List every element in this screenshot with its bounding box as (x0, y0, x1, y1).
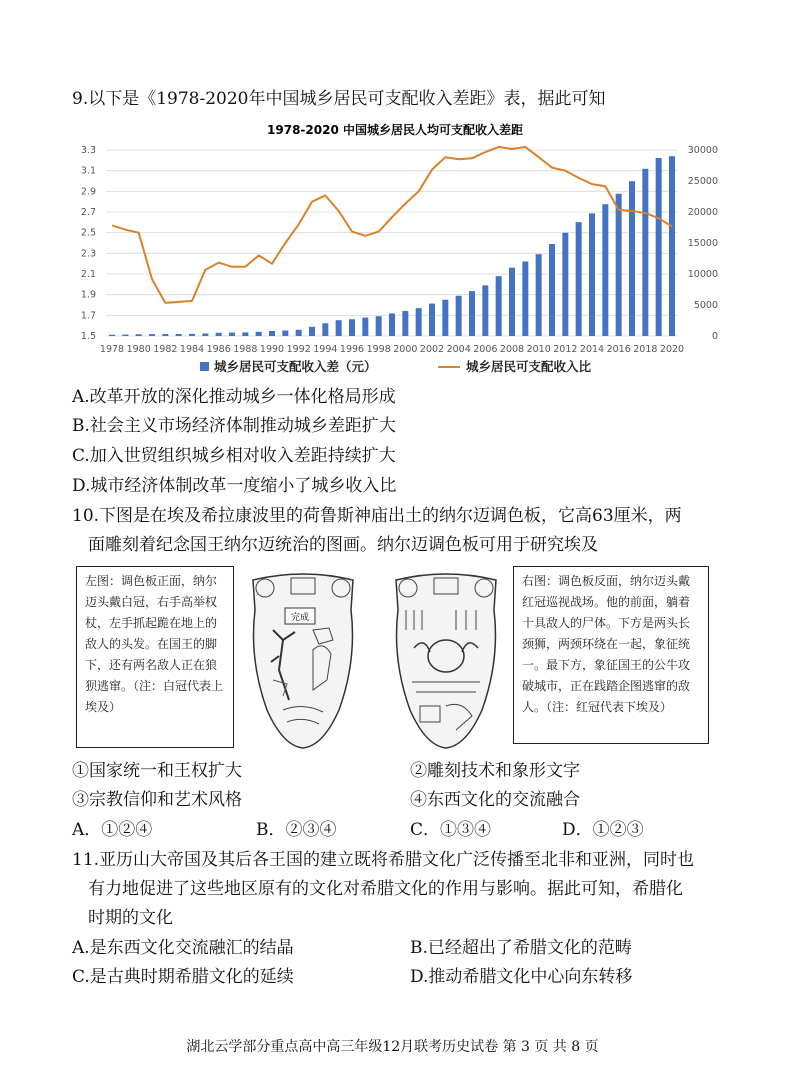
bar-mark (282, 331, 288, 336)
left-tick-label: 2.3 (80, 248, 96, 260)
q11-option-a: A.是东西文化交流融汇的结晶 (72, 938, 294, 958)
left-axis-ticks (81, 145, 96, 342)
x-tick-label: 2010 (526, 344, 551, 355)
left-tick-label: 3.3 (80, 145, 96, 156)
x-tick-label: 2008 (499, 344, 525, 355)
q11-stem-line3: 时期的文化 (88, 908, 173, 928)
q10-item-3: ③宗教信仰和艺术风格 (72, 790, 242, 810)
bar-mark (496, 276, 502, 336)
bar-mark (149, 334, 155, 336)
bar-mark (322, 323, 328, 336)
x-tick-label: 1980 (126, 344, 151, 355)
bar-mark (202, 334, 208, 336)
left-tick-label: 1.7 (80, 310, 96, 322)
left-tick-label: 2.1 (80, 269, 96, 280)
palette-front-drawing (243, 570, 363, 750)
right-tick-label: 0 (711, 331, 718, 342)
q9-stem: 9.以下是《1978-2020年中国城乡居民可支配收入差距》表，据此可知 (72, 89, 606, 109)
left-tick-label: 1.9 (80, 289, 96, 301)
q9-option-b: B.社会主义市场经济体制推动城乡差距扩大 (72, 416, 396, 436)
bar-mark (549, 244, 555, 336)
x-tick-label: 1996 (339, 344, 365, 355)
narmer-palette-back (386, 570, 506, 754)
x-tick-label: 2014 (579, 344, 605, 355)
q10-item-2: ②雕刻技术和象形文字 (410, 761, 580, 781)
bar-mark (442, 300, 448, 336)
x-tick-label: 2018 (633, 344, 658, 355)
q11-stem-line2: 有力地促进了这些地区原有的文化对希腊文化的作用与影响。据此可知，希腊化 (88, 879, 683, 899)
x-tick-label: 2006 (473, 344, 498, 355)
right-tick-label: 10000 (687, 269, 718, 280)
q9-option-c: C.加入世贸组织城乡相对收入差距持续扩大 (72, 446, 396, 466)
q11-option-d: D.推动希腊文化中心向东转移 (410, 967, 633, 987)
bar-mark (349, 319, 355, 336)
x-tick-label: 2004 (446, 344, 471, 355)
bar-mark (376, 316, 382, 336)
x-tick-label: 1990 (259, 344, 285, 355)
bar-mark (162, 334, 168, 336)
bar-mark (562, 233, 568, 336)
bar-mark (402, 311, 408, 336)
palette-label: 完成 (290, 613, 310, 623)
right-tick-label: 5000 (693, 300, 718, 311)
right-tick-label: 30000 (687, 145, 718, 156)
x-tick-label: 1992 (286, 344, 311, 355)
bar-mark (536, 254, 542, 336)
x-tick-label: 2002 (419, 344, 445, 355)
x-tick-label: 1988 (233, 344, 258, 355)
bar-mark (296, 330, 302, 336)
legend-line-label: 城乡居民可支配收入比 (466, 359, 592, 374)
left-tick-label: 2.5 (80, 227, 96, 239)
q10-option-d: D．①②③ (562, 820, 644, 840)
right-tick-label: 20000 (687, 207, 718, 218)
bar-mark (429, 304, 435, 336)
q11-option-c: C.是古典时期希腊文化的延续 (72, 967, 294, 987)
left-tick-label: 2.7 (80, 207, 96, 218)
right-caption-box: 右图：调色板反面，纳尔迈头戴红冠巡视战场。他的前面，躺着十具敌人的尸体。下方是两头长颈狮，两颈环绕在一起，象征统一。最下方，象征国王的公牛攻破城市，正在践踏企图逃窜的敌人。（注：红冠代表下埃及） (513, 566, 709, 744)
q9-option-a: A.改革开放的深化推动城乡一体化格局形成 (72, 387, 396, 407)
bar-mark (229, 333, 235, 336)
q9-option-d: D.城市经济体制改革一度缩小了城乡收入比 (72, 476, 397, 496)
bar-mark (509, 268, 515, 336)
x-tick-label: 2016 (606, 344, 631, 355)
bar-mark (602, 204, 608, 336)
q11-option-b: B.已经超出了希腊文化的范畴 (410, 938, 632, 958)
bar-mark (642, 169, 648, 336)
x-tick-label: 1978 (99, 344, 125, 355)
chart-title: 1978-2020 中国城乡居民人均可支配收入差距 (267, 123, 523, 137)
x-axis-ticks (100, 344, 684, 355)
bar-mark (416, 308, 422, 336)
bar-mark (189, 334, 195, 336)
bar-mark (629, 181, 635, 336)
q10-stem-line1: 10.下图是在埃及希拉康波里的荷鲁斯神庙出土的纳尔迈调色板，它高63厘米，两 (72, 506, 682, 526)
x-tick-label: 1984 (179, 344, 205, 355)
x-tick-label: 1998 (366, 344, 391, 355)
bar-mark (242, 332, 248, 336)
bar-mark (469, 291, 475, 336)
x-tick-label: 2000 (393, 344, 418, 355)
bar-mark (389, 313, 395, 336)
palette-back-drawing (386, 570, 506, 750)
bar-mark (482, 285, 488, 336)
legend-bar-label: 城乡居民可支配收入差（元） (214, 359, 377, 374)
q10-option-b: B．②③④ (256, 820, 337, 840)
legend-bar-swatch (200, 362, 209, 371)
left-tick-label: 1.5 (80, 331, 96, 342)
bar-mark (656, 158, 662, 336)
bar-mark (136, 334, 142, 336)
right-tick-label: 25000 (687, 176, 718, 187)
bar-mark (176, 334, 182, 336)
bar-mark (616, 194, 622, 336)
q10-item-1: ①国家统一和王权扩大 (72, 761, 242, 781)
q10-stem-line2: 面雕刻着纪念国王纳尔迈统治的图画。纳尔迈调色板可用于研究埃及 (88, 535, 598, 555)
x-tick-label: 1982 (153, 344, 178, 355)
x-tick-label: 2012 (553, 344, 578, 355)
bar-mark (122, 335, 128, 336)
income-gap-chart (70, 118, 720, 380)
narmer-palette-front (243, 570, 363, 754)
bar-mark (256, 332, 262, 336)
left-caption-box: 左图：调色板正面，纳尔迈头戴白冠，右手高举权杖，左手抓起跪在地上的敌人的头发。在国王的脚下，还有两名敌人正在狼狈逃窜。（注：白冠代表上埃及） (76, 566, 234, 748)
left-tick-label: 2.9 (80, 186, 96, 198)
q10-option-a: A．①②④ (72, 820, 153, 840)
bar-mark (362, 318, 368, 336)
bar-mark (522, 261, 528, 336)
x-tick-label: 1986 (206, 344, 231, 355)
q10-option-c: C．①③④ (410, 820, 492, 840)
bar-mark (336, 320, 342, 336)
bar-mark (589, 213, 595, 336)
right-axis-ticks (688, 145, 718, 342)
bar-mark (216, 333, 222, 336)
page-footer: 湖北云学部分重点高中高三年级12月联考历史试卷 第 3 页 共 8 页 (186, 1039, 599, 1055)
x-tick-label: 2020 (659, 344, 685, 355)
chart-legend (200, 359, 592, 374)
bar-mark (309, 327, 315, 336)
bar-mark (576, 222, 582, 336)
left-tick-label: 3.1 (80, 165, 96, 177)
bar-mark (109, 335, 115, 336)
chart-svg (70, 118, 720, 380)
right-tick-label: 15000 (687, 238, 718, 249)
bar-mark (269, 331, 275, 336)
q10-item-4: ④东西文化的交流融合 (410, 790, 580, 810)
x-tick-label: 1994 (313, 344, 338, 355)
bar-mark (669, 156, 675, 336)
q11-stem-line1: 11.亚历山大帝国及其后各王国的建立既将希腊文化广泛传播至北非和亚洲，同时也 (72, 850, 695, 870)
bar-mark (456, 296, 462, 336)
